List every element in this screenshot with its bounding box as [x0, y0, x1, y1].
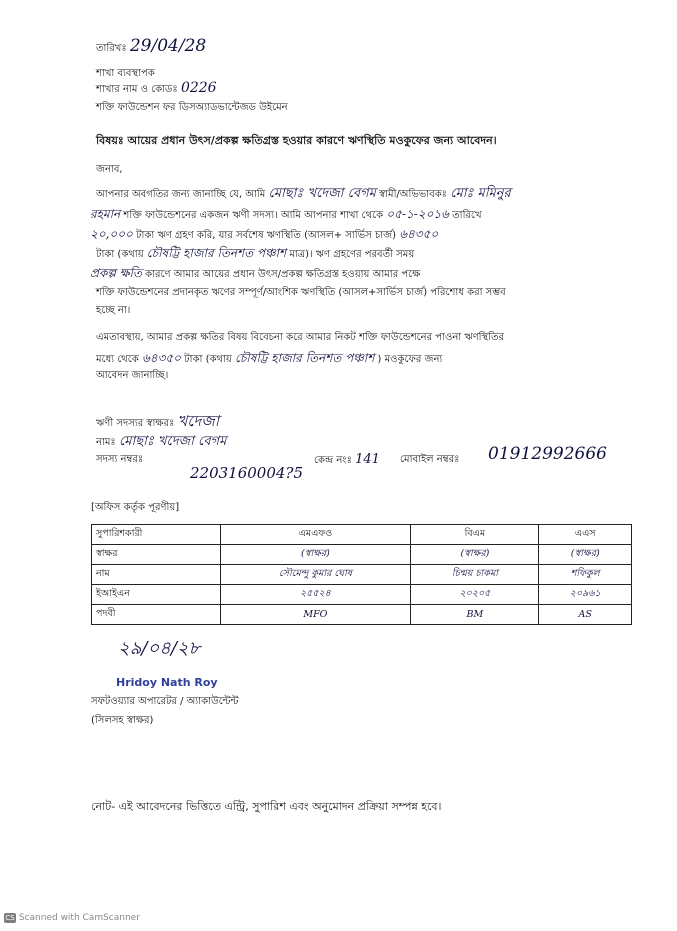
signature-cell: (স্বাক্ষর)	[220, 545, 411, 565]
para-text: মধ্যে থেকে	[96, 354, 139, 365]
para1-line1	[96, 184, 511, 205]
table-header-row	[92, 525, 632, 545]
table-row	[92, 605, 632, 625]
center-number: 141	[355, 452, 380, 467]
table-header-cell: সুপারিশকারী	[92, 525, 221, 545]
camscanner-logo-icon: CS	[5, 914, 15, 922]
waive-amount: ৬৪৩৫০	[142, 351, 181, 365]
member-signature: খদেজা	[177, 412, 220, 430]
center-label: কেন্দ্র নংঃ	[314, 455, 352, 466]
table-row	[92, 585, 632, 605]
mobile-number: 01912992666	[488, 444, 607, 464]
row-label: স্বাক্ষর	[92, 545, 221, 565]
mobile-label: মোবাইল নম্বরঃ	[400, 454, 460, 465]
row-label: পদবী	[92, 605, 221, 625]
para-text: মাত্র)। ঋণ গ্রহণের পরবর্তী সময়	[289, 249, 415, 260]
para1-line2	[90, 206, 482, 226]
para-text: আপনার অবগতির জন্য জানাচ্ছি যে, আমি	[96, 189, 266, 200]
row-label: ইআইএন	[92, 585, 221, 605]
para2-line2	[96, 350, 442, 370]
branch-label: শাখার নাম ও কোডঃ	[96, 84, 178, 95]
member-name-row	[96, 432, 226, 453]
scanner-watermark	[4, 913, 140, 923]
member-sign-label: ঋণী সদস্যর স্বাক্ষরঃ	[96, 418, 175, 429]
loan-date: ০৫-১-২০১৬	[386, 207, 449, 221]
table-header-cell: এমএফও	[220, 525, 411, 545]
subject-line: বিষয়ঃ আয়ের প্রধান উৎস/প্রকল্প ক্ষতিগ্রস্ত হওয়ার কারণে ঋণস্থিতি মওকুফের জন্য আবেদন।	[96, 134, 497, 147]
para-text: টাকা (কথায়	[184, 354, 232, 365]
recommendation-table	[91, 524, 632, 625]
table-row	[92, 545, 632, 565]
guardian-name: মোঃ মমিনুর	[450, 186, 511, 201]
date-value: 29/04/28	[129, 36, 207, 56]
accountant-role: সফটওয়্যার অপারেটর / অ্যাকাউন্টেন্ট	[91, 696, 239, 707]
member-number: 2203160004?5	[190, 464, 304, 482]
date-label: তারিখঃ	[96, 43, 127, 54]
center-row	[314, 452, 380, 470]
para-text: ) মওকুফের জন্য	[377, 354, 443, 365]
accountant-signature: ২৯/০৪/২৮	[118, 638, 201, 659]
watermark-text: Scanned with CamScanner	[18, 913, 140, 923]
applicant-name: মোছাঃ খদেজা বেগম	[268, 186, 376, 201]
stamp-name: Hridoy Nath Roy	[116, 676, 218, 689]
para-text: শক্তি ফাউন্ডেশনের একজন ঋণী সদস্য। আমি আপনার শাখা থেকে	[123, 210, 384, 221]
branch-code: 0226	[180, 80, 217, 96]
para1-line3	[90, 226, 438, 246]
ein-cell: ২০৯৬১	[539, 585, 632, 605]
org-line: শক্তি ফাউন্ডেশন ফর ডিসঅ্যাডভান্টেজড উইমেন	[96, 102, 288, 113]
para2-line1: এমতাবস্থায়, আমার প্রকল্প ক্ষতির বিষয় বিবেচনা করে আমার নিকট শক্তি ফাউন্ডেশনের পাওনা ঋণস্থিতির	[96, 332, 505, 343]
name-cell: চিন্ময় চাকমা	[411, 565, 539, 585]
para-text: টাকা (কথায়	[96, 249, 144, 260]
para1-line7: হচ্ছে না।	[96, 305, 131, 316]
loan-amount: ২০,০০০	[90, 227, 133, 241]
footnote: নোট- এই আবেদনের ভিত্তিতে এন্ট্রি, সুপারিশ এবং অনুমোদন প্রক্রিয়া সম্পন্ন হবে।	[91, 800, 442, 813]
para1-line5	[90, 265, 420, 285]
signature-cell: (স্বাক্ষর)	[411, 545, 539, 565]
member-name: মোছাঃ খদেজা বেগম	[118, 434, 227, 449]
para-text: তারিখে	[452, 210, 482, 221]
date-row	[96, 36, 206, 58]
table-row	[92, 565, 632, 585]
member-name-label: নামঃ	[96, 437, 116, 448]
table-header-cell: এএস	[539, 525, 632, 545]
ein-cell: ২০২০৫	[411, 585, 539, 605]
ein-cell: ২৫৫২৪	[220, 585, 411, 605]
office-note: [অফিস কর্তৃক পূরণীয়]	[91, 502, 180, 513]
designation-cell: MFO	[220, 605, 411, 625]
designation-cell: AS	[539, 605, 632, 625]
para1-line6: শক্তি ফাউন্ডেশনের প্রদানকৃত ঋণের সম্পূর্ণ/আংশিক ঋণস্থিতি (আসল+সার্ভিস চার্জ) পরিশোধ করা সম্ভব	[96, 287, 506, 298]
para-text: টাকা ঋণ গ্রহণ করি, যার সর্বশেষ ঋণস্থিতি (আসল+ সার্ভিস চার্জ)	[136, 230, 397, 241]
seal-note: (সিলসহ স্বাক্ষর)	[91, 715, 154, 726]
loan-balance: ৬৪৩৫০	[399, 227, 439, 241]
balance-words: চৌষট্টি হাজার তিনশত পঞ্চাশ	[146, 246, 287, 260]
guardian-name-2: রহমান	[90, 207, 121, 221]
name-cell: শফিকুল	[539, 565, 632, 585]
damage-reason: প্রকল্প ক্ষতি	[90, 266, 142, 280]
salutation: জনাব,	[96, 164, 123, 175]
waive-words: চৌষট্টি হাজার তিনশত পঞ্চাশ	[234, 351, 375, 365]
table-header-cell: বিএম	[411, 525, 539, 545]
para-text: কারণে আমার আয়ের প্রধান উৎস/প্রকল্প ক্ষতিগ্রস্ত হওয়ায় আমার পক্ষে	[145, 269, 421, 280]
signature-cell: (স্বাক্ষর)	[539, 545, 632, 565]
row-label: নাম	[92, 565, 221, 585]
member-number-label: সদস্য নম্বরঃ	[96, 454, 144, 465]
para2-line3: আবেদন জানাচ্ছি।	[96, 370, 169, 381]
para1-line4	[96, 245, 414, 265]
para-text: স্বামী/অভিভাবকঃ	[379, 189, 448, 200]
designation-cell: BM	[411, 605, 539, 625]
name-cell: সৌমেন্দু কুমার ঘোষ	[220, 565, 411, 585]
branch-row	[96, 80, 217, 99]
addressee-line: শাখা ব্যবস্থাপক	[96, 68, 155, 79]
